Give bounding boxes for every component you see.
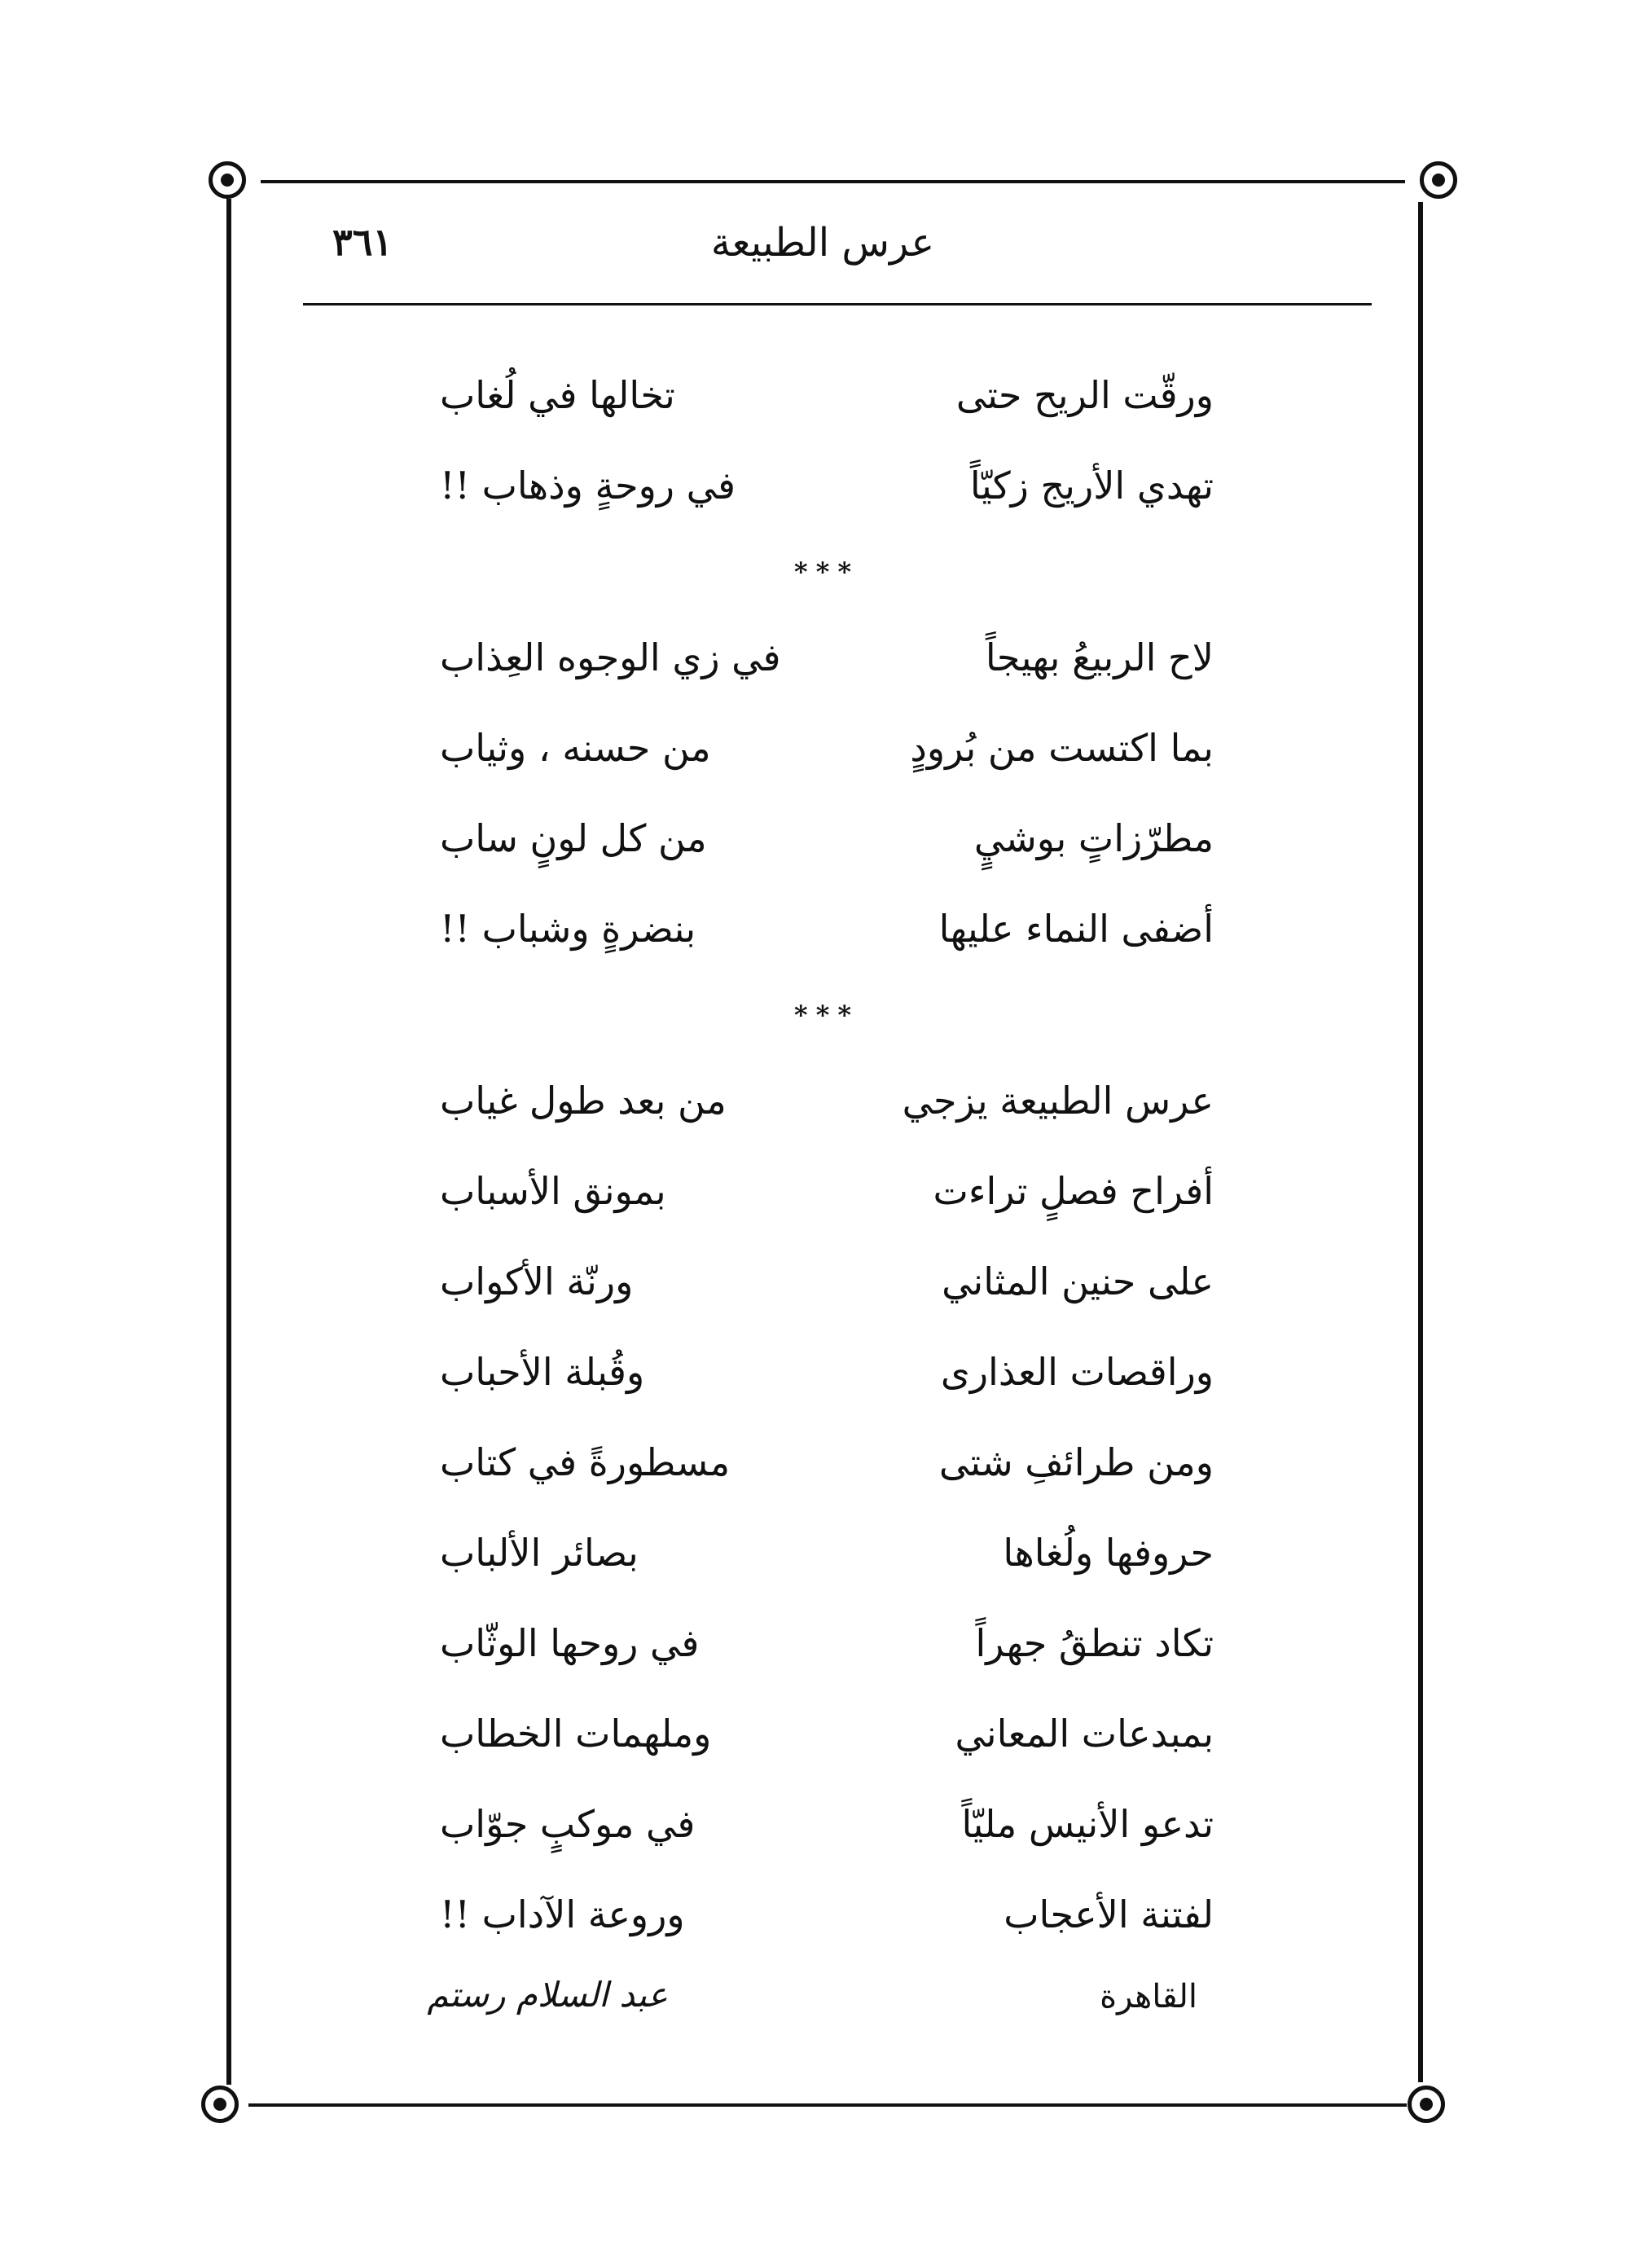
verse — [440, 884, 1214, 974]
verse-first-hemistich: وراقصات العذارى — [940, 1349, 1214, 1394]
author-signature: عبد السلام رستم — [427, 1975, 668, 2015]
corner-ornament-icon — [1420, 161, 1457, 199]
verse-second-hemistich: تخالها في لُغاب — [440, 372, 675, 417]
verse-first-hemistich: ومن طرائفِ شتى — [938, 1439, 1214, 1484]
verse-second-hemistich: من حسنه ، وثياب — [440, 725, 711, 770]
verse-second-hemistich: في روحةٍ وذهاب !! — [440, 463, 736, 508]
verse — [440, 1327, 1214, 1418]
verse — [440, 613, 1214, 703]
running-title: عرس الطبيعة — [710, 220, 935, 266]
verse-first-hemistich: بما اكتست من بُرودٍ — [910, 725, 1214, 770]
page-number: ٣٦١ — [332, 220, 393, 264]
verse-first-hemistich: بمبدعات المعاني — [955, 1711, 1214, 1756]
verse — [440, 1870, 1214, 1960]
verse-second-hemistich: وقُبلة الأحباب — [440, 1349, 645, 1394]
verse — [440, 1056, 1214, 1146]
header-rule — [303, 303, 1372, 305]
verse — [440, 1146, 1214, 1237]
verse-second-hemistich: في روحها الوثّاب — [440, 1620, 700, 1665]
verse-first-hemistich: تهدي الأريج زكيّاً — [969, 463, 1214, 508]
verse — [440, 1418, 1214, 1508]
corner-ornament-icon — [1408, 2086, 1445, 2123]
verse-first-hemistich: مطرّزاتٍ بوشيٍ — [973, 815, 1214, 860]
verse — [440, 1237, 1214, 1327]
verse-second-hemistich: بمونق الأسباب — [440, 1168, 666, 1213]
verse-first-hemistich: على حنين المثاني — [942, 1259, 1214, 1303]
verse — [440, 1598, 1214, 1689]
verse-second-hemistich: من كل لونٍ ساب — [440, 815, 707, 860]
verse-first-hemistich: لفتنة الأعجاب — [1004, 1892, 1214, 1936]
verse-first-hemistich: حروفها ولُغاها — [1003, 1530, 1214, 1575]
stanza-separator: *** — [793, 1000, 860, 1031]
corner-ornament-icon — [209, 161, 246, 199]
verse-first-hemistich: تدعو الأنيس مليّاً — [961, 1801, 1214, 1846]
verse-second-hemistich: بنضرةٍ وشباب !! — [440, 906, 696, 951]
verse-second-hemistich: في موكبٍ جوّاب — [440, 1801, 696, 1846]
frame-right-rule — [1418, 202, 1423, 2082]
frame-bottom-rule — [248, 2103, 1407, 2107]
verse — [440, 350, 1214, 441]
verse — [440, 1508, 1214, 1598]
place-of-writing: القاهرة — [1100, 1978, 1197, 2015]
verse-second-hemistich: من بعد طول غياب — [440, 1078, 727, 1123]
verse-first-hemistich: ورقّت الريح حتى — [955, 372, 1214, 417]
frame-top-rule — [261, 180, 1405, 183]
verse-second-hemistich: ورنّة الأكواب — [440, 1259, 634, 1303]
verse-second-hemistich: وملهمات الخطاب — [440, 1711, 712, 1756]
poem — [440, 350, 1214, 1960]
frame-left-rule — [226, 199, 231, 2085]
verse-second-hemistich: وروعة الآداب !! — [440, 1892, 685, 1936]
corner-ornament-icon — [201, 2086, 239, 2123]
verse-first-hemistich: عرس الطبيعة يزجي — [902, 1078, 1214, 1123]
verse-second-hemistich: في زي الوجوه العِذاب — [440, 635, 781, 679]
stanza-separator: *** — [793, 556, 860, 587]
verse-first-hemistich: تكاد تنطقُ جهراً — [975, 1620, 1214, 1665]
verse — [440, 793, 1214, 884]
verse — [440, 1689, 1214, 1779]
verse-first-hemistich: لاح الربيعُ بهيجاً — [985, 635, 1214, 679]
verse — [440, 703, 1214, 793]
verse-first-hemistich: أضفى النماء عليها — [938, 906, 1214, 951]
verse-second-hemistich: بصائر الألباب — [440, 1530, 639, 1575]
verse — [440, 1779, 1214, 1870]
verse-second-hemistich: مسطورةً في كتاب — [440, 1439, 731, 1484]
verse-first-hemistich: أفراح فصلٍ تراءت — [933, 1168, 1214, 1213]
verse — [440, 441, 1214, 531]
